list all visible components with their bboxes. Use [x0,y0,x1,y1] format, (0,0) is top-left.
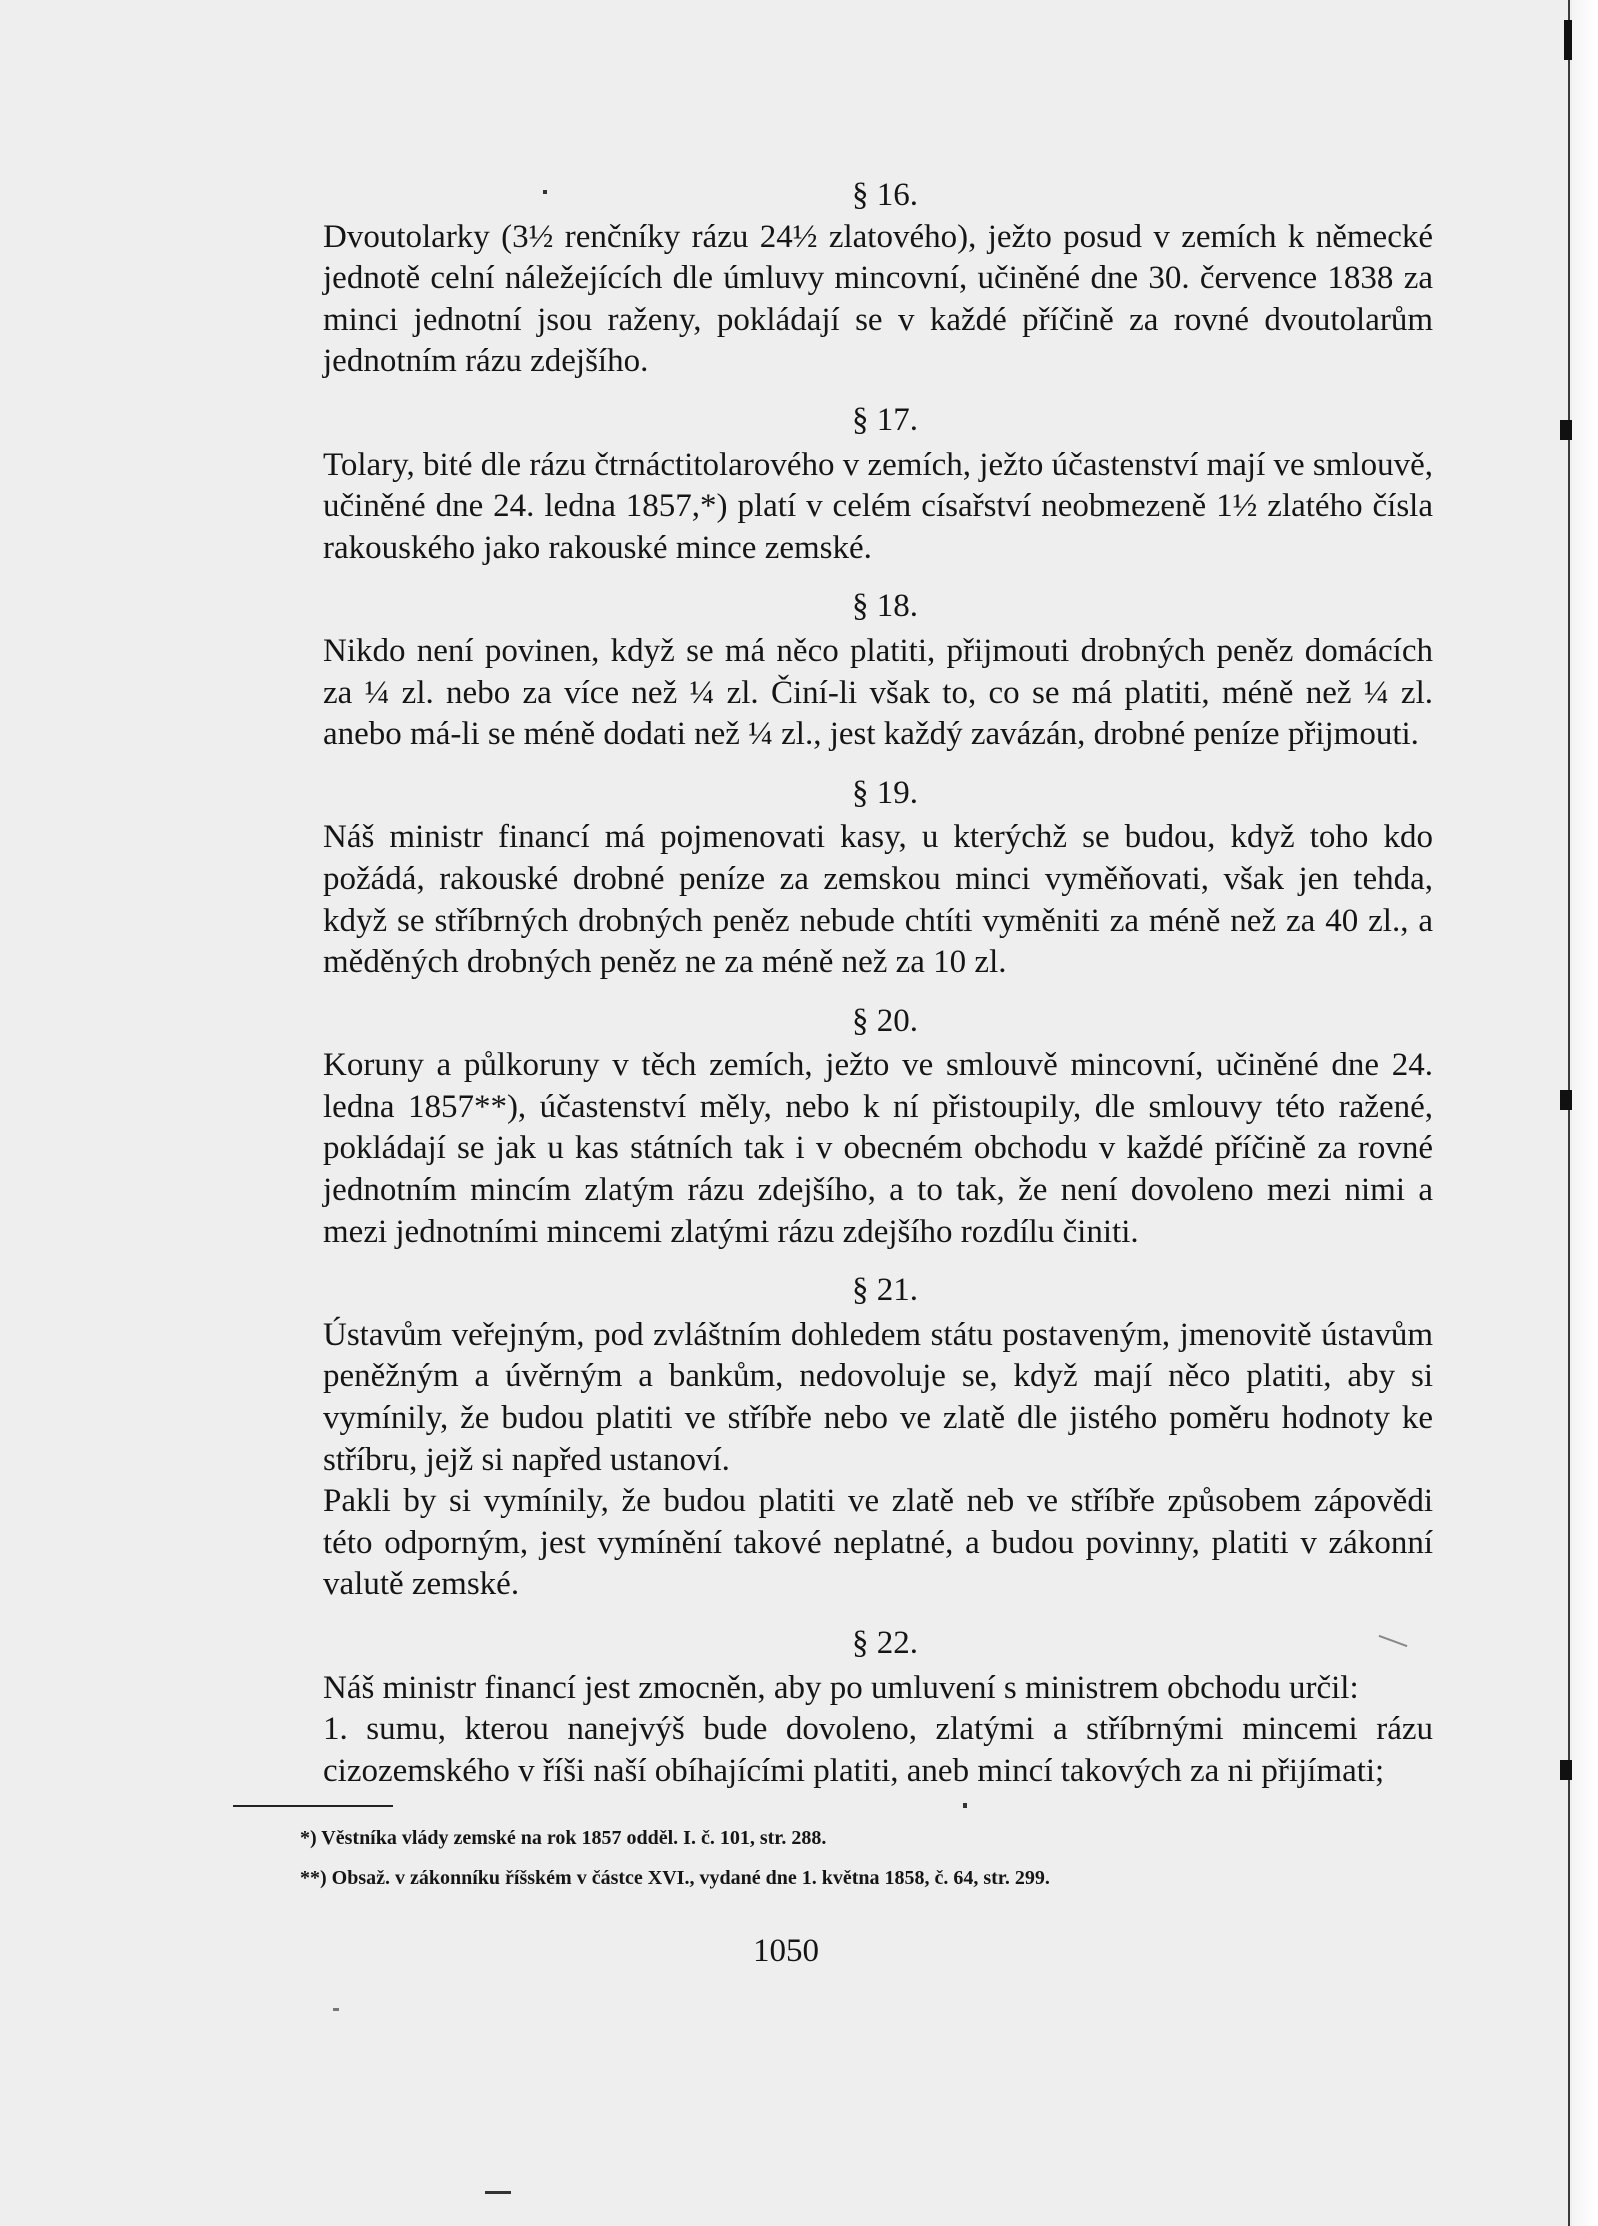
paragraph: Nikdo není povinen, když se má něco platiti, přijmouti drobných peněz domácích za ¼ zl. nebo za více než ¼ zl. Činí-li však to, co se má platiti, méně než ¼ zl. anebo má-li se méně dodati než ¼ zl., jest každý zavázán, drobné peníze přijmouti. [323,632,1433,753]
section-heading: § 18. [852,588,918,625]
page-edge-line [1568,0,1570,2226]
footnotes [300,1818,1440,1898]
page-edge [1572,0,1598,2226]
page-number: 1050 [753,1933,819,1969]
section-heading: § 22. [852,1625,918,1661]
edge-mark [1564,20,1572,60]
paragraph: Náš ministr financí má pojmenovati kasy, u kterýchž se budou, když toho kdo požádá, rakouské drobné peníze za zemskou minci vyměňovati, však jen tehda, když se stříbrných drobných peněz nebude chtíti vyměniti za méně než za 40 zl., a měděných drobných peněz ne za méně než za 10 zl. [323,819,1433,981]
section-heading: § 21. [852,1272,918,1309]
paragraph: Tolary, bité dle rázu čtrnáctitolarového v zemích, ježto účastenství mají ve smlouvě, učiněné dne 24. ledna 1857,*) platí v celém císařství neobmezeně 1½ zlatého čísla rakouského jako rakouské mince zemské. [323,446,1433,566]
print-speck [485,2191,511,2194]
section-heading: § 17. [852,401,918,438]
section-heading: § 16. [852,177,918,213]
edge-mark [1560,420,1572,440]
footnote: **) Obsaž. v zákonníku říšském v částce XVI., vydané dne 1. května 1858, č. 64, str. 299. [300,1867,1050,1889]
print-speck [963,1803,967,1808]
section-heading: § 19. [852,774,918,811]
paragraph: Náš ministr financí jest zmocněn, aby po umluvení s ministrem obchodu určil: [323,1669,1359,1706]
footnote-divider [233,1805,393,1807]
footnote: *) Věstníka vlády zemské na rok 1857 odděl. I. č. 101, str. 288. [300,1827,827,1849]
edge-mark [1560,1090,1572,1110]
edge-mark [1560,1760,1572,1780]
paragraph: Dvoutolarky (3½ renčníky rázu 24½ zlatového), ježto posud v zemích k německé jednotě celní náležejících dle úmluvy mincovní, učiněné dne 30. července 1838 za minci jednotní jsou raženy, pokládají se v každé příčině za rovné dvoutolarům jednotním rázu zdejšího. [323,218,1433,380]
print-speck [333,2008,339,2011]
body-text [323,175,1433,1792]
section-heading: § 20. [852,1002,918,1039]
paragraph: Ústavům veřejným, pod zvláštním dohledem státu postaveným, jmenovitě ústavům peněžným a úvěrným a bankům, nedovoluje se, když mají něco platiti, aby si vymínily, že budou platiti ve stříbře nebo ve zlatě dle jistého poměru hodnoty ke stříbru, jejž si napřed ustanoví. [323,1316,1433,1478]
paragraph: Pakli by si vymínily, že budou platiti ve zlatě neb ve stříbře způsobem zápovědi této odporným, jest vymínění takové neplatné, a budou povinny, platiti v zákonní valutě zemské. [323,1483,1433,1603]
paragraph: Koruny a půlkoruny v těch zemích, ježto ve smlouvě mincovní, učiněné dne 24. ledna 1857**), účastenství měly, nebo k ní přistoupily, dle smlouvy této ražené, pokládají se jak u kas státních tak i v obecném obchodu v každé příčině za rovné jednotním mincím zlatým rázu zdejšího, a to tak, že není dovoleno mezi nimi a mezi jednotními mincemi zlatými rázu zdejšího rozdílu činiti. [323,1047,1433,1250]
paragraph: 1. sumu, kterou nanejvýš bude dovoleno, zlatými a stříbrnými mincemi rázu cizozemského v říši naší obíhajícími platiti, aneb mincí takových za ni přijímati; [323,1711,1433,1789]
print-speck [543,190,547,194]
